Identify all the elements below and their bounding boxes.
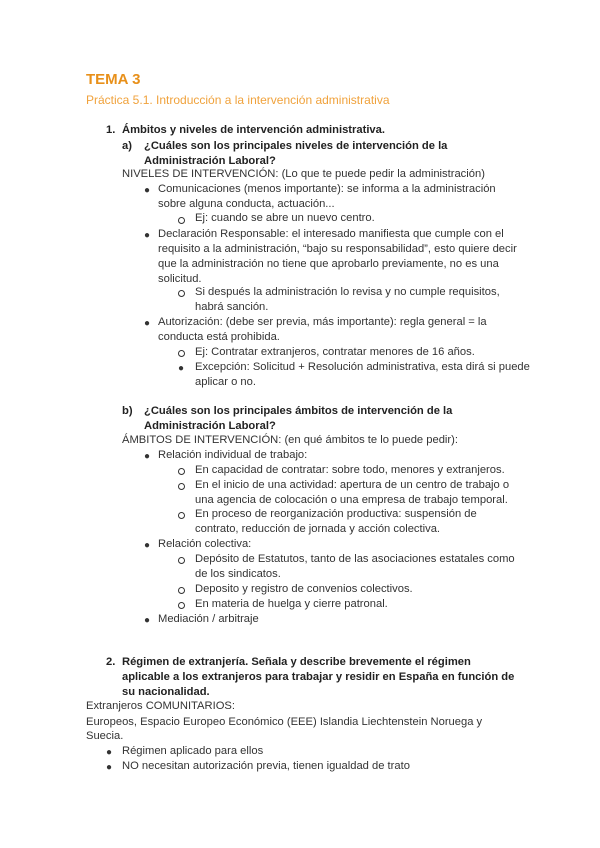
- doc-title: TEMA 3: [86, 71, 141, 88]
- comunicaciones-line-1: Comunicaciones (menos importante): se informa a la administración: [158, 183, 496, 195]
- bullet-icon: ●: [144, 318, 151, 329]
- declaracion-line-1: Declaración Responsable: el interesado manifiesta que cumple con el: [158, 228, 504, 240]
- circle-bullet-icon: [178, 602, 185, 609]
- reorganizacion-line-1: En proceso de reorganización productiva: suspensión de: [195, 508, 477, 520]
- circle-bullet-icon: [178, 468, 185, 475]
- comunitarios-line-1: Europeos, Espacio Europeo Económico (EEE) Islandia Liechtenstein Noruega y: [86, 716, 483, 728]
- bullet-icon: ●: [106, 747, 113, 758]
- deposito-estatutos-line-2: de los sindicatos.: [195, 568, 281, 580]
- bullet-icon: ●: [144, 185, 151, 196]
- deposito-convenios: Deposito y registro de convenios colectivos.: [195, 583, 413, 595]
- circle-bullet-icon: [178, 557, 185, 564]
- inicio-actividad-line-1: En el inicio de una actividad: apertura de un centro de trabajo o: [195, 479, 510, 491]
- relacion-individual: Relación individual de trabajo:: [158, 449, 308, 461]
- section-2-heading-line-3: su nacionalidad.: [122, 686, 210, 698]
- declaracion-line-4: solicitud.: [158, 273, 202, 285]
- section-2-heading-line-2: aplicable a los extranjeros para trabajar y residir en España en función de: [122, 671, 515, 683]
- question-a-marker: a): [122, 140, 132, 152]
- autorizacion-line-2: conducta está prohibida.: [158, 331, 280, 343]
- declaracion-line-2: requisito a la administración, “bajo su responsabilidad”, esto quiere decir: [158, 243, 517, 255]
- question-a-line-2: Administración Laboral?: [144, 155, 276, 167]
- huelga-cierre: En materia de huelga y cierre patronal.: [195, 598, 388, 610]
- autorizacion-example: Ej: Contratar extranjeros, contratar menores de 16 años.: [195, 346, 475, 358]
- bullet-icon: ●: [144, 540, 151, 551]
- circle-bullet-icon: [178, 512, 185, 519]
- doc-subtitle: Práctica 5.1. Introducción a la intervención administrativa: [86, 93, 390, 107]
- bullet-icon: ●: [144, 230, 151, 241]
- question-b-line-1: ¿Cuáles son los principales ámbitos de intervención de la: [144, 405, 453, 417]
- autorizacion-line-1: Autorización: (debe ser previa, más importante): regla general = la: [158, 316, 487, 328]
- question-b-marker: b): [122, 405, 133, 417]
- circle-bullet-icon: [178, 587, 185, 594]
- circle-bullet-icon: [178, 290, 185, 297]
- ambitos-intro: ÁMBITOS DE INTERVENCIÓN: (en qué ámbitos te lo puede pedir):: [122, 434, 458, 446]
- capacidad-contratar: En capacidad de contratar: sobre todo, menores y extranjeros.: [195, 464, 505, 476]
- bullet-icon: ●: [144, 615, 151, 626]
- reorganizacion-line-2: contrato, reducción de jornada y acción colectiva.: [195, 523, 441, 535]
- comunitarios-label: Extranjeros COMUNITARIOS:: [86, 700, 235, 712]
- deposito-estatutos-line-1: Depósito de Estatutos, tanto de las asociaciones estatales como: [195, 553, 515, 565]
- section-1-number: 1.: [106, 124, 116, 136]
- mediacion-arbitraje: Mediación / arbitraje: [158, 613, 259, 625]
- question-b-line-2: Administración Laboral?: [144, 420, 276, 432]
- excepcion-line-2: aplicar o no.: [195, 376, 256, 388]
- section-2-number: 2.: [106, 656, 116, 668]
- niveles-intro: NIVELES DE INTERVENCIÓN: (Lo que te puede pedir la administración): [122, 168, 485, 180]
- comunicaciones-example: Ej: cuando se abre un nuevo centro.: [195, 212, 375, 224]
- relacion-colectiva: Relación colectiva:: [158, 538, 252, 550]
- section-1-heading: Ámbitos y niveles de intervención administrativa.: [122, 124, 385, 136]
- excepcion-line-1: Excepción: Solicitud + Resolución administrativa, esta dirá si puede: [195, 361, 530, 373]
- comunicaciones-line-2: sobre alguna conducta, actuación...: [158, 198, 335, 210]
- bullet-icon: ●: [178, 363, 185, 374]
- comunitarios-line-2: Suecia.: [86, 730, 124, 742]
- question-a-line-1: ¿Cuáles son los principales niveles de intervención de la: [144, 140, 448, 152]
- declaracion-sub-line-1: Si después la administración lo revisa y no cumple requisitos,: [195, 286, 500, 298]
- declaracion-sub-line-2: habrá sanción.: [195, 301, 269, 313]
- bullet-icon: ●: [106, 762, 113, 773]
- no-necesitan-autorizacion: NO necesitan autorización previa, tienen igualdad de trato: [122, 760, 410, 772]
- circle-bullet-icon: [178, 483, 185, 490]
- regimen-aplicado: Régimen aplicado para ellos: [122, 745, 264, 757]
- declaracion-line-3: que la administración no tiene que aprobarlo previamente, no es una: [158, 258, 499, 270]
- section-2-heading-line-1: Régimen de extranjería. Señala y describe brevemente el régimen: [122, 656, 471, 668]
- bullet-icon: ●: [144, 451, 151, 462]
- circle-bullet-icon: [178, 217, 185, 224]
- inicio-actividad-line-2: una agencia de colocación o una empresa de trabajo temporal.: [195, 494, 508, 506]
- circle-bullet-icon: [178, 350, 185, 357]
